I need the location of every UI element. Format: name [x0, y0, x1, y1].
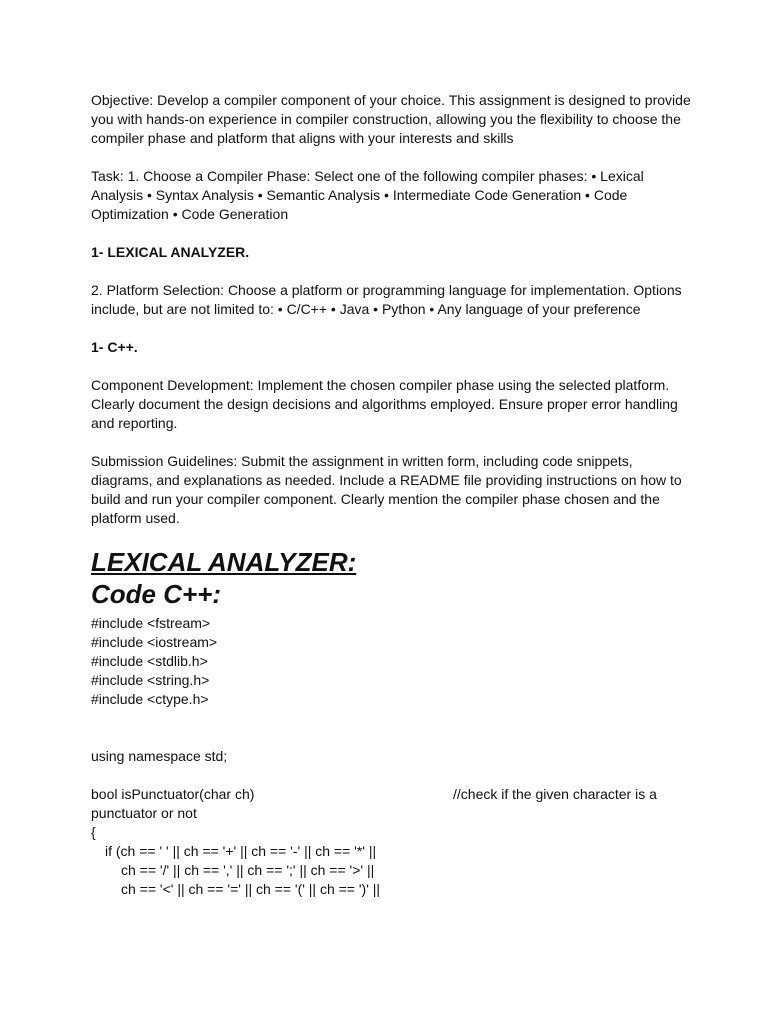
submission-paragraph: Submission Guidelines: Submit the assignment in written form, including code snippets, diagrams, and explanations as needed. Include a README file providing instructions on how to build and run your compiler component. Clearly mention the compiler phase chosen and the platform used. — [91, 453, 682, 526]
code-cpp-heading: Code C++: — [91, 579, 222, 609]
function-signature: bool isPunctuator(char ch) — [91, 786, 255, 802]
platform-answer: 1- C++. — [91, 339, 138, 355]
include-line: #include <fstream> — [91, 615, 211, 631]
include-line: #include <string.h> — [91, 672, 210, 688]
lexical-analyzer-heading: LEXICAL ANALYZER: — [91, 547, 357, 577]
include-line: #include <stdlib.h> — [91, 653, 208, 669]
function-comment-continued: punctuator or not — [91, 805, 197, 821]
component-paragraph: Component Development: Implement the chosen compiler phase using the selected platform. Clearly document the design decisions and algorithms employed. Ensure proper error handling and reporting. — [91, 377, 678, 431]
blank-line — [91, 709, 691, 728]
task-paragraph: Task: 1. Choose a Compiler Phase: Select one of the following compiler phases: • Lexical Analysis • Syntax Analysis • Semantic Analysis • Intermediate Code Generation • Code Optimization • Code Generation — [91, 168, 644, 222]
blank-line — [91, 766, 691, 785]
blank-line — [91, 728, 691, 747]
if-condition-line: ch == '<' || ch == '=' || ch == '(' || ch == ')' || — [121, 881, 381, 897]
phase-answer: 1- LEXICAL ANALYZER. — [91, 244, 250, 260]
if-condition-line: ch == '/' || ch == ',' || ch == ';' || ch == '>' || — [121, 862, 375, 878]
code-listing — [91, 614, 691, 899]
open-brace: { — [91, 824, 96, 840]
function-signature-row — [91, 785, 691, 804]
function-comment: //check if the given character is a — [453, 786, 657, 802]
document-body — [91, 91, 691, 899]
include-line: #include <iostream> — [91, 634, 218, 650]
include-line: #include <ctype.h> — [91, 691, 209, 707]
objective-paragraph: Objective: Develop a compiler component of your choice. This assignment is designed to provide you with hands-on experience in compiler construction, allowing you the flexibility to choose the compiler phase and platform that aligns with your interests and skills — [91, 92, 691, 146]
if-condition-line: if (ch == ' ' || ch == '+' || ch == '-' || ch == '*' || — [105, 843, 377, 859]
platform-paragraph: 2. Platform Selection: Choose a platform or programming language for implementation. Options include, but are not limited to: • C/C++ • Java • Python • Any language of your preference — [91, 282, 682, 317]
using-namespace-line: using namespace std; — [91, 748, 228, 764]
